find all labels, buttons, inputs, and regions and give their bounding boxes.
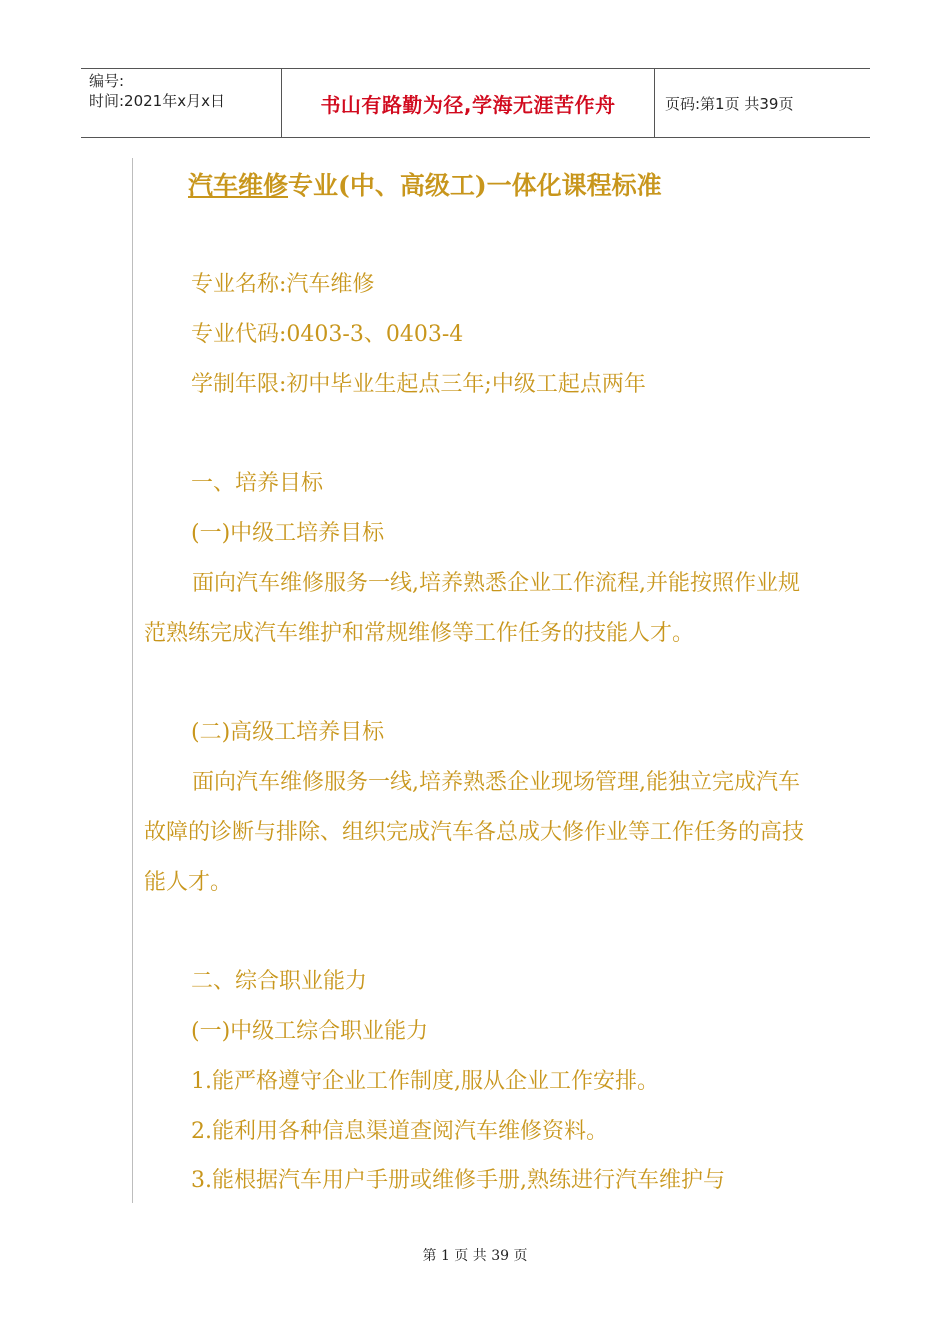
margin-line	[132, 158, 133, 1203]
list-item-2: 2.能利用各种信息渠道查阅汽车维修资料。	[191, 1119, 608, 1144]
section1-heading: 一、培养目标	[191, 471, 324, 496]
section1-sub2: (二)高级工培养目标	[191, 720, 385, 745]
major-code: 专业代码:0403-3、0403-4	[191, 322, 464, 347]
page-header	[81, 68, 870, 138]
header-motto: 书山有路勤为径,学海无涯苦作舟	[281, 69, 655, 137]
section1-paragraph1: 面向汽车维修服务一线,培养熟悉企业工作流程,并能按照作业规范熟练完成汽车维护和常规维修等工作任务的技能人才。	[144, 571, 800, 646]
major-name: 专业名称:汽车维修	[191, 272, 375, 297]
list-item-1: 1.能严格遵守企业工作制度,服从企业工作安排。	[191, 1069, 659, 1094]
header-page-info: 页码:第1页 共39页	[665, 94, 794, 113]
page-footer: 第 1 页 共 39 页	[422, 1248, 528, 1264]
document-date: 时间:2021年x月x日	[89, 92, 225, 110]
section2-heading: 二、综合职业能力	[191, 969, 368, 994]
study-duration: 学制年限:初中毕业生起点三年;中级工起点两年	[191, 372, 646, 397]
title-rest: 专业(中、高级工)一体化课程标准	[288, 171, 662, 200]
header-meta	[81, 69, 281, 137]
section2-sub1: (一)中级工综合职业能力	[191, 1019, 429, 1044]
document-number-label: 编号:	[89, 72, 125, 90]
section1-paragraph2: 面向汽车维修服务一线,培养熟悉企业现场管理,能独立完成汽车故障的诊断与排除、组织完成汽车各总成大修作业等工作任务的高技能人才。	[144, 770, 805, 895]
title-underlined-part: 汽车维修	[188, 171, 289, 200]
list-item-3: 3.能根据汽车用户手册或维修手册,熟练进行汽车维护与	[191, 1168, 725, 1193]
document-title	[188, 166, 662, 202]
section1-sub1: (一)中级工培养目标	[191, 521, 385, 546]
